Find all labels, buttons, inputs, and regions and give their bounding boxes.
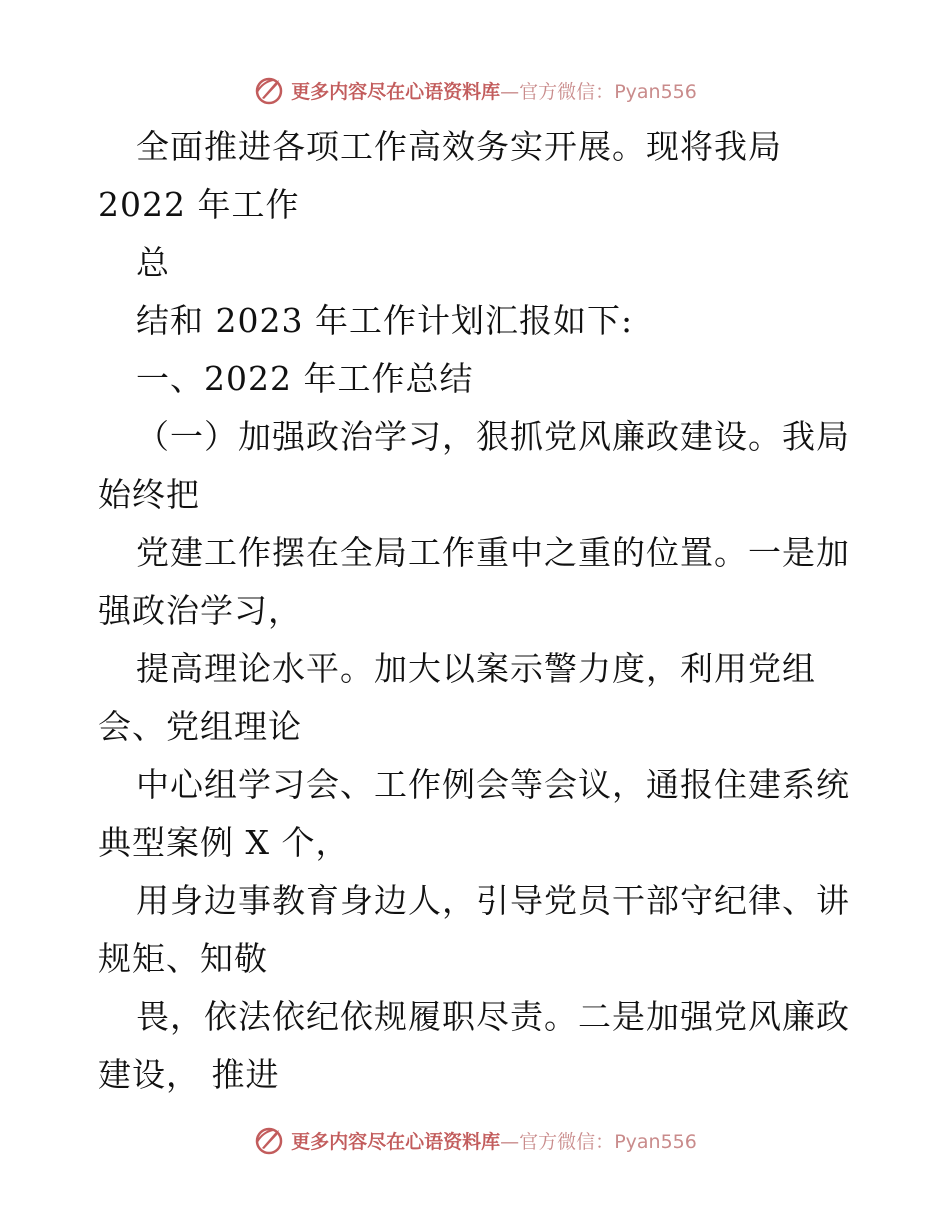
text-line: 典型案例 X 个， [98, 823, 350, 862]
text-line: 建设， 推进 [98, 1055, 280, 1094]
pen-logo-icon [253, 74, 285, 106]
text-line: 一、2022 年工作总结 [136, 359, 474, 398]
text-line: 党建工作摆在全局工作重中之重的位置。一是加 [136, 533, 850, 572]
text-line: 畏，依法依纪依规履职尽责。二是加强党风廉政 [136, 997, 850, 1036]
document-body [98, 118, 868, 1104]
pen-logo-icon [253, 1124, 285, 1156]
text-line: 中心组学习会、工作例会等会议，通报住建系统 [136, 765, 850, 804]
text-line: 强政治学习， [98, 591, 302, 630]
watermark-text [291, 77, 697, 104]
watermark-wechat-id: Pyan556 [614, 80, 697, 103]
text-line: 全面推进各项工作高效务实开展。现将我局 [136, 127, 782, 166]
footer-watermark-banner [0, 1120, 950, 1160]
watermark-accent: 更多内容尽在心语资料库 [291, 1130, 501, 1153]
watermark-accent: 更多内容尽在心语资料库 [291, 80, 501, 103]
watermark-dash: — [500, 1130, 520, 1153]
watermark-text [291, 1127, 697, 1154]
text-line: 结和 2023 年工作计划汇报如下: [136, 301, 634, 340]
header-watermark-banner [0, 70, 950, 110]
text-line: （一）加强政治学习，狠抓党风廉政建设。我局 [136, 417, 850, 456]
watermark-rest: 官方微信： [519, 80, 615, 103]
text-line: 规矩、知敬 [98, 939, 268, 978]
watermark-rest: 官方微信： [519, 1130, 615, 1153]
text-line: 总 [136, 243, 170, 282]
text-line: 会、党组理论 [98, 707, 302, 746]
watermark-wechat-id: Pyan556 [614, 1130, 697, 1153]
watermark-dash: — [500, 80, 520, 103]
text-line: 用身边事教育身边人，引导党员干部守纪律、讲 [136, 881, 850, 920]
text-line: 2022 年工作 [98, 185, 300, 224]
text-line: 提高理论水平。加大以案示警力度，利用党组 [136, 649, 816, 688]
text-line: 始终把 [98, 475, 200, 514]
